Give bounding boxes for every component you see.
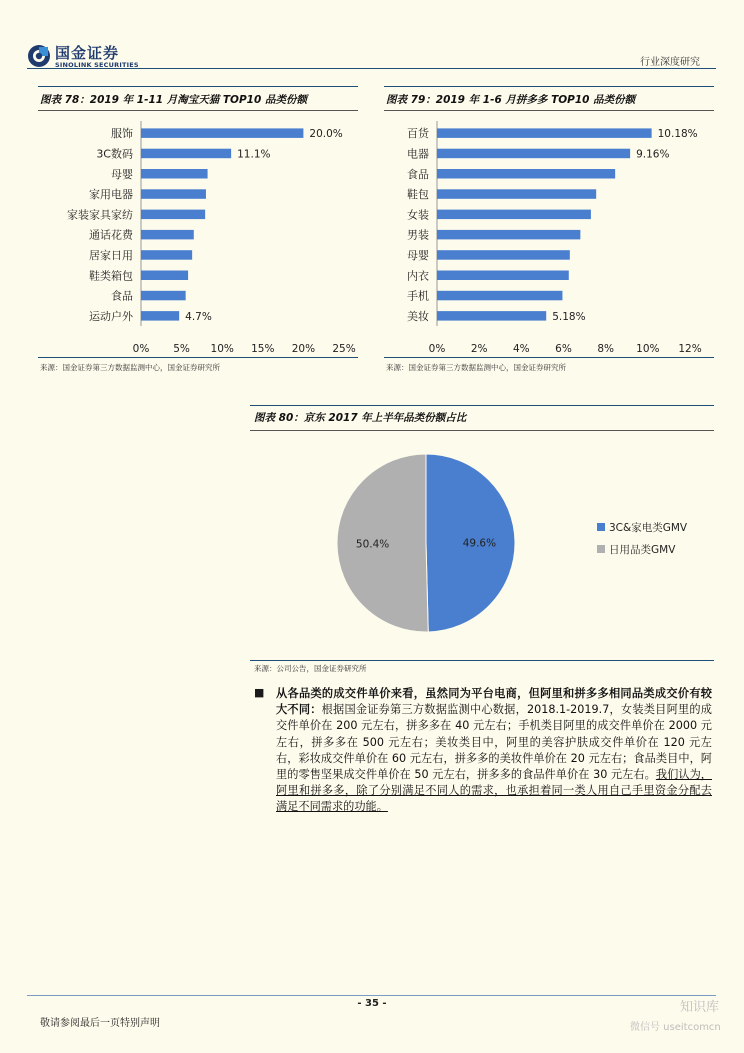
fig80-title-rule (250, 430, 714, 431)
fig78-title: 图表 78：2019 年 1-11 月淘宝天猫 TOP10 品类份额 (40, 94, 307, 106)
fig78-title-rule (38, 110, 358, 111)
x-tick-label: 2% (470, 343, 488, 355)
watermark-id: 微信号 useitcomcn (630, 1022, 721, 1033)
category-label: 3C数码 (96, 147, 133, 161)
paragraph-conclusion: 我们认为，阿里和拼多多，除了分别满足不同人的需求，也承担着同一类人用自己手里资金分配去满足不同需求的功能。 (276, 768, 712, 814)
x-tick-label: 8% (597, 343, 615, 355)
x-tick-label: 10% (210, 343, 234, 355)
paragraph-body: 根据国金证券第三方数据监测中心数据，2018.1-2019.7，女装类目阿里的成交件单价在 200 元左右，拼多多在 40 元左右；手机类目阿里的成交件单价在 2000 元左右，拼多多在 500 元左右；美妆类目中，阿里的美容护肤成交件单价在 120 元左右，彩妆成交件单价在 60 元左右，拼多多的美妆件单价在 20 元左右；食品类目中，阿里的零售坚果成交件单价在 50 元左右，拼多多的食品件单价在 30 元左右。 (276, 703, 712, 782)
header-rule (27, 68, 716, 69)
category-label: 男装 (407, 228, 429, 242)
x-tick-label: 15% (251, 343, 275, 355)
category-label: 食品 (407, 167, 429, 181)
fig80-bottom-rule (250, 660, 714, 661)
data-label: 20.0% (309, 128, 343, 141)
bar (141, 169, 208, 179)
category-label: 鞋包 (407, 188, 429, 202)
bar (437, 210, 591, 220)
watermark-title: 知识库 (680, 1000, 720, 1015)
bar (437, 189, 596, 199)
category-label: 运动户外 (89, 309, 133, 323)
category-label: 食品 (111, 289, 133, 303)
category-label: 鞋类箱包 (89, 269, 133, 283)
category-label: 母婴 (407, 248, 429, 262)
x-tick-label: 4% (512, 343, 530, 355)
fig79-bottom-rule (384, 357, 714, 358)
page-number: - 35 - (357, 998, 387, 1009)
bar (437, 250, 570, 260)
x-tick-label: 12% (678, 343, 702, 355)
logo-cn: 国金证券 (55, 44, 120, 62)
category-label: 居家日用 (89, 248, 133, 262)
data-label: 4.7% (185, 310, 212, 323)
bar (141, 291, 186, 301)
x-tick-label: 5% (173, 343, 190, 355)
analysis-paragraph (276, 686, 712, 816)
bar (141, 250, 192, 260)
fig79-title-rule (384, 110, 714, 111)
legend-label: 3C&家电类GMV (609, 522, 688, 534)
fig80-source: 来源：公司公告，国金证券研究所 (254, 664, 367, 673)
legend-swatch (597, 523, 605, 531)
fig78-source: 来源：国金证券第三方数据监测中心，国金证券研究所 (40, 363, 220, 372)
data-label: 9.16% (636, 148, 670, 161)
category-label: 家装家具家纺 (67, 208, 133, 222)
fig78-top-rule (38, 86, 358, 87)
bar (437, 149, 630, 159)
x-tick-label: 10% (636, 343, 660, 355)
category-label: 电器 (407, 147, 429, 161)
x-tick-label: 0% (428, 343, 446, 355)
category-label: 百货 (407, 127, 429, 141)
bar (437, 291, 562, 301)
data-label: 5.18% (552, 310, 586, 323)
chart-jd-pie (250, 440, 714, 650)
footer-rule (27, 995, 716, 996)
category-label: 女装 (407, 208, 429, 222)
bar (437, 230, 580, 240)
bar (141, 230, 194, 240)
fig79-title: 图表 79：2019 年 1-6 月拼多多 TOP10 品类份额 (386, 94, 636, 106)
bar (141, 210, 205, 220)
logo-icon (27, 44, 51, 68)
logo (27, 42, 137, 70)
x-tick-label: 6% (555, 343, 572, 355)
bar (141, 149, 231, 159)
pie-data-label: 49.6% (462, 537, 497, 550)
section-label: 行业深度研究 (640, 57, 700, 68)
data-label: 11.1% (237, 148, 271, 161)
bar (437, 169, 615, 179)
fig78-bottom-rule (38, 357, 358, 358)
x-tick-label: 20% (291, 343, 316, 355)
fig79-top-rule (384, 86, 714, 87)
category-label: 通话花费 (89, 228, 133, 242)
chart-pdd-top10 (384, 115, 714, 355)
chart-taobao-top10 (38, 115, 363, 355)
paragraph-lead: 从各品类的成交件单价来看，虽然同为平台电商，但阿里和拼多多相同品类成交价有较大不同： (276, 687, 712, 717)
category-label: 家用电器 (89, 188, 133, 202)
bar (141, 189, 206, 199)
category-label: 手机 (407, 289, 429, 303)
bar (437, 271, 569, 281)
fig80-title: 图表 80：京东 2017 年上半年品类份额占比 (254, 412, 467, 424)
bar (437, 128, 652, 138)
category-label: 服饰 (111, 127, 133, 141)
bar (437, 311, 546, 321)
legend-swatch (597, 545, 605, 553)
category-label: 内衣 (407, 269, 429, 283)
bullet-icon: ■ (254, 686, 265, 699)
category-label: 美妆 (407, 309, 429, 323)
logo-en: SINOLINK SECURITIES (55, 61, 139, 69)
fig80-top-rule (250, 405, 714, 406)
data-label: 10.18% (657, 128, 698, 141)
fig79-source: 来源：国金证券第三方数据监测中心，国金证券研究所 (386, 363, 566, 372)
x-tick-label: 25% (332, 343, 356, 355)
footer-disclaimer: 敬请参阅最后一页特别声明 (40, 1018, 160, 1029)
category-label: 母婴 (111, 167, 133, 181)
bar (141, 271, 188, 281)
legend-label: 日用品类GMV (609, 544, 676, 556)
bar (141, 311, 179, 321)
pie-data-label: 50.4% (355, 538, 390, 551)
x-tick-label: 0% (132, 343, 150, 355)
bar (141, 128, 303, 138)
